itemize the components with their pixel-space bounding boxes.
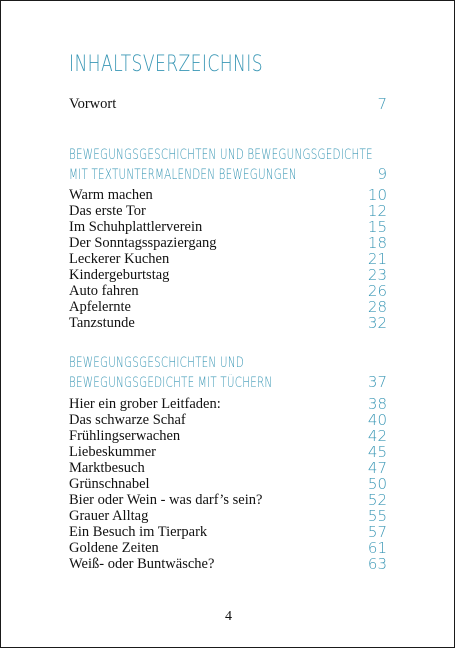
section-heading-2-page: 37 [367,373,387,391]
toc-entry-label: Der Sonntagsspaziergang [69,235,217,251]
toc-entry-label: Weiß- oder Buntwäsche? [69,556,215,572]
toc-entry-page: 28 [367,298,387,316]
toc-entry-page: 18 [367,234,387,252]
section-heading-2-line-1: BEWEGUNGSGESCHICHTEN UND [69,355,244,371]
toc-entry-label: Vorwort [69,96,117,112]
toc-entry-page: 32 [367,314,387,332]
toc-entry-page: 23 [367,266,387,284]
toc-entry-page: 57 [367,523,387,541]
section-heading-1-line-1: BEWEGUNGSGESCHICHTEN UND BEWEGUNGSGEDICHTE [69,147,373,163]
toc-entry-page: 7 [377,95,387,113]
toc-entry-vorwort [69,95,387,113]
toc-entry-label: Goldene Zeiten [69,540,159,556]
section-heading-1-line-2: MIT TEXTUNTERMALENDEN BEWEGUNGEN 9 [69,165,387,183]
toc-entry-label: Liebeskummer [69,444,156,460]
toc-entry-label: Kindergeburtstag [69,267,170,283]
toc-entry-label: Warm machen [69,187,153,203]
toc-entry-label: Ein Besuch im Tierpark [69,524,208,540]
toc-entry-page: 52 [367,491,387,509]
toc-entry-label: Im Schuhplattlerverein [69,219,203,235]
toc-entry-label: Hier ein grober Leitfaden: [69,396,221,412]
toc-entry-page: 12 [367,202,387,220]
toc-entry-label: Auto fahren [69,283,139,299]
toc-entry-page: 10 [367,186,387,204]
toc-entry-label: Das erste Tor [69,203,146,219]
toc-entry-page: 55 [367,507,387,525]
toc-entry-label: Leckerer Kuchen [69,251,170,267]
section-heading-2-line-2: BEWEGUNGSGEDICHTE MIT TÜCHERN 37 [69,373,387,391]
toc-entry-label: Frühlingserwachen [69,428,181,444]
toc-entry-page: 26 [367,282,387,300]
toc-entry-page: 45 [367,443,387,461]
toc-entry-page: 15 [367,218,387,236]
toc-entry [69,555,387,573]
toc-entry-page: 21 [367,250,387,268]
toc-entry-page: 42 [367,427,387,445]
toc-entry-page: 38 [367,395,387,413]
toc-entry-label: Bier oder Wein - was darf’s sein? [69,492,263,508]
toc-entry-label: Grauer Alltag [69,508,149,524]
toc-entry-page: 47 [367,459,387,477]
toc-entry-page: 40 [367,411,387,429]
toc-entry-label: Grünschnabel [69,476,150,492]
toc-entry-label: Marktbesuch [69,460,145,476]
toc-entry-page: 63 [367,555,387,573]
toc-entry-label: Apfelernte [69,299,131,315]
toc-entry-page: 50 [367,475,387,493]
toc-entry [69,314,387,332]
page-number: 4 [225,609,232,624]
section-heading-1-page: 9 [377,165,387,183]
toc-entry-page: 61 [367,539,387,557]
toc-entry-label: Tanzstunde [69,315,135,331]
toc-entry-label: Das schwarze Schaf [69,412,186,428]
page-title: INHALTSVERZEICHNIS [69,52,263,77]
